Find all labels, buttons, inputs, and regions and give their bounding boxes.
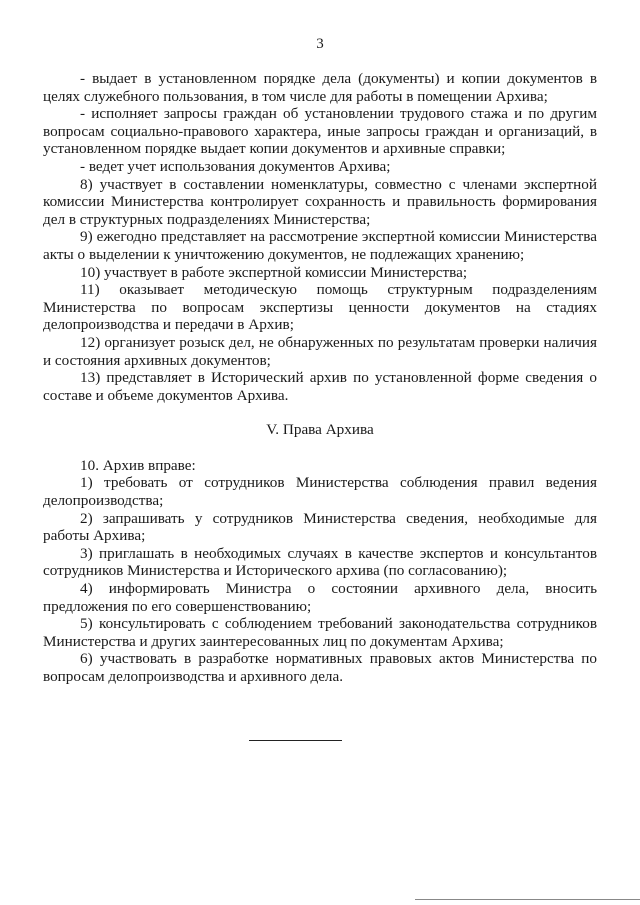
paragraph: 6) участвовать в разработке нормативных правовых актов Министерства по вопросам делопроизводства и архивного дела. <box>43 650 597 685</box>
paragraph: 2) запрашивать у сотрудников Министерства сведения, необходимые для работы Архива; <box>43 509 597 545</box>
paragraph: 10) участвует в работе экспертной комиссии Министерства; <box>80 263 468 281</box>
paragraph: - ведет учет использования документов Архива; <box>80 157 391 175</box>
paragraph: 11) оказывает методическую помощь структурным подразделениям Министерства по вопросам экспертизы ценности документов на стадиях делопроизводства и передачи в Архив; <box>43 281 597 334</box>
scan-edge-line <box>415 899 640 900</box>
paragraph: - выдает в установленном порядке дела (документы) и копии документов в целях служебного пользования, в том числе для работы в помещении Архива; <box>43 70 597 105</box>
paragraph: 1) требовать от сотрудников Министерства соблюдения правил ведения делопроизводства; <box>43 474 597 510</box>
paragraph: - исполняет запросы граждан об установлении трудового стажа и по другим вопросам социально-правового характера, иные запросы граждан и организаций, в установленном порядке выдает копии документов и архивные справки; <box>43 105 597 158</box>
paragraph: 4) информировать Министра о состоянии архивного дела, вносить предложения по его совершенствованию; <box>43 580 597 615</box>
paragraph: 3) приглашать в необходимых случаях в качестве экспертов и консультантов сотрудников Министерства и Исторического архива (по согласованию); <box>43 544 597 580</box>
paragraph: 10. Архив вправе: <box>80 456 196 474</box>
paragraph: 9) ежегодно представляет на рассмотрение экспертной комиссии Министерства акты о выделении к уничтожению документов, не подлежащих хранению; <box>43 228 597 263</box>
section-heading: V. Права Архива <box>266 421 374 439</box>
end-divider <box>249 740 342 741</box>
paragraph: 5) консультировать с соблюдением требований законодательства сотрудников Министерства и других заинтересованных лиц по документам Архива; <box>43 615 597 650</box>
document-body <box>43 70 597 686</box>
paragraph: 13) представляет в Исторический архив по установленной форме сведения о составе и объеме документов Архива. <box>43 369 597 404</box>
paragraph: 8) участвует в составлении номенклатуры, совместно с членами экспертной комиссии Министерства контролирует сохранность и правильность формирования дел в структурных подразделениях Министерства; <box>43 175 597 228</box>
page-number: 3 <box>316 36 324 52</box>
paragraph: 12) организует розыск дел, не обнаруженных по результатам проверки наличия и состояния архивных документов; <box>43 333 597 369</box>
